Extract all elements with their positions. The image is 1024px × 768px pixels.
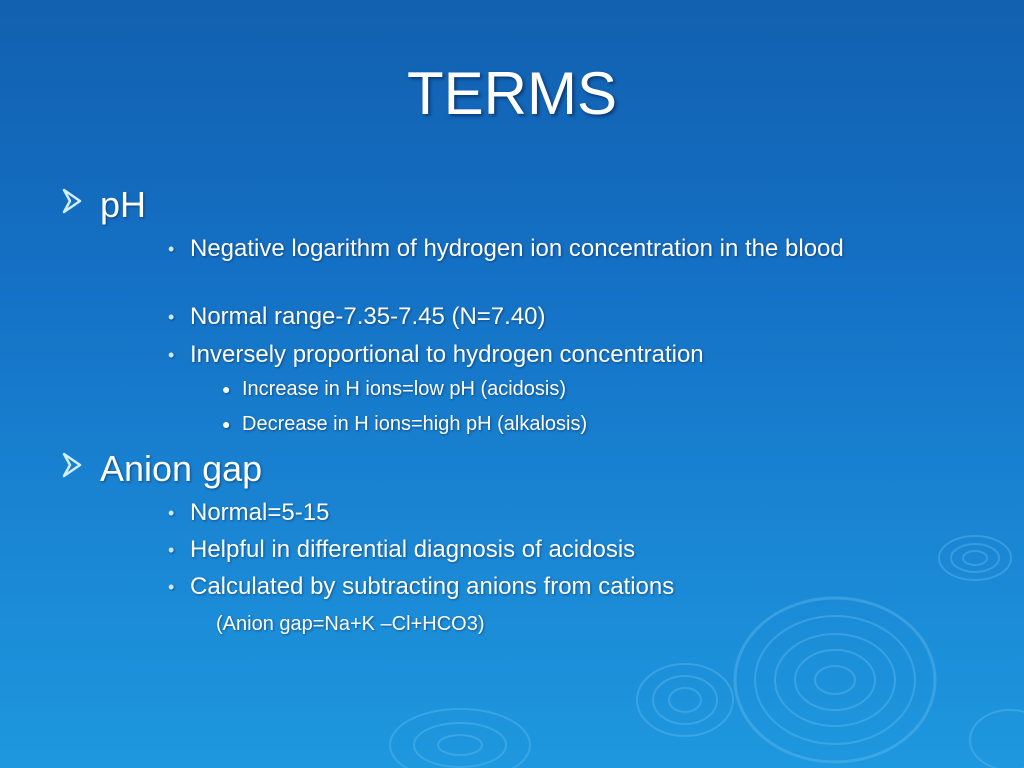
slide-title: TERMS: [407, 60, 617, 127]
list-item: [168, 572, 910, 602]
list-item-text: Helpful in differential diagnosis of acidosis: [190, 536, 636, 563]
list-item: [168, 302, 910, 332]
section-heading-anion-gap: [100, 448, 262, 490]
dot-bullet-icon: •: [168, 239, 175, 259]
arrow-bullet-icon: [60, 450, 84, 480]
list-item-text: Inversely proportional to hydrogen concentration: [190, 341, 704, 368]
dot-bullet-icon: •: [168, 307, 175, 327]
list-item: [168, 498, 910, 528]
dot-bullet-icon: •: [168, 577, 175, 597]
list-item-text: Normal range-7.35-7.45 (N=7.40): [190, 303, 546, 330]
section-heading-text: pH: [100, 184, 147, 225]
list-item: [168, 234, 910, 264]
list-item-text: Calculated by subtracting anions from cations: [190, 573, 675, 600]
sub-list-item-text: Decrease in H ions=high pH (alkalosis): [242, 413, 588, 435]
dot-bullet-icon: •: [168, 503, 175, 523]
dot-bullet-icon: •: [168, 540, 175, 560]
sub-list-item: [222, 376, 567, 402]
dot-bullet-icon: •: [168, 345, 175, 365]
sub-list-item-text: Increase in H ions=low pH (acidosis): [242, 378, 567, 400]
list-item-text: Normal=5-15: [190, 499, 330, 526]
section-heading-text: Anion gap: [100, 448, 263, 489]
dot-bullet-icon: ●: [222, 381, 231, 397]
dot-bullet-icon: ●: [222, 416, 231, 432]
list-item: [168, 535, 910, 565]
section-heading-ph: [100, 184, 146, 226]
arrow-bullet-icon: [60, 186, 84, 216]
list-item: [168, 340, 910, 370]
sub-list-item: [222, 411, 588, 437]
list-item-text: Negative logarithm of hydrogen ion concentration in the blood: [190, 235, 844, 262]
anion-gap-formula: (Anion gap=Na+K –Cl+HCO3): [216, 613, 485, 635]
